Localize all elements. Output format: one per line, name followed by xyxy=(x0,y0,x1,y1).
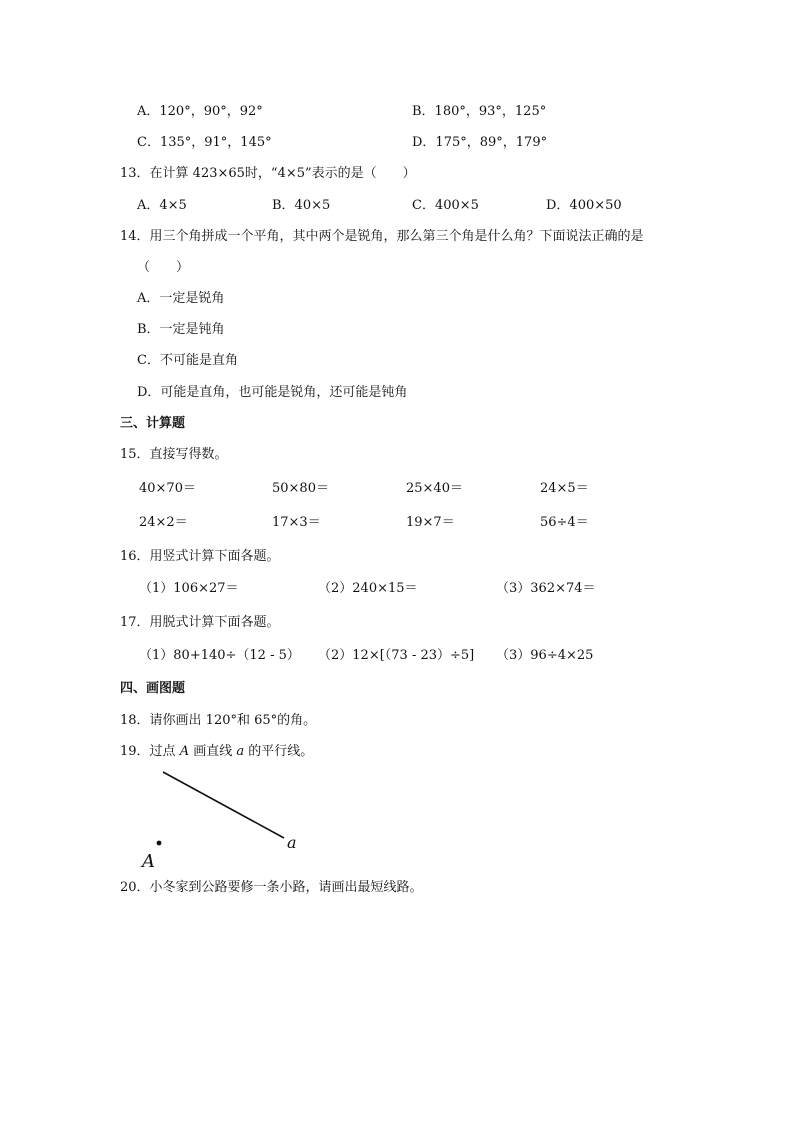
q14-stem: 14．用三个角拼成一个平角，其中两个是锐角，那么第三个角是什么角？下面说法正确的是 xyxy=(120,229,644,244)
q15-item: 24×2＝ xyxy=(139,515,188,530)
q15-item: 50×80＝ xyxy=(272,481,329,496)
section-heading-calculation: 三、计算题 xyxy=(120,416,186,431)
q13-option-d: D．400×50 xyxy=(546,198,622,213)
line-a xyxy=(163,772,284,838)
q17-item: （1）80+140÷（12 - 5） xyxy=(139,648,300,663)
line-a-label: a xyxy=(287,833,297,852)
q19-text-pre: 19．过点 xyxy=(120,744,176,759)
q15-item: 56÷4＝ xyxy=(540,515,589,530)
q15-item: 17×3＝ xyxy=(272,515,321,530)
q14-option-c: C．不可能是直角 xyxy=(137,353,238,368)
q17-item: （2）12×[（73 - 23）÷5] xyxy=(318,648,475,663)
q15-item: 19×7＝ xyxy=(406,515,455,530)
q12-option-c: C．135°，91°，145° xyxy=(137,135,272,150)
q12-option-b: B．180°，93°，125° xyxy=(412,104,547,119)
q15-stem: 15．直接写得数。 xyxy=(120,447,228,462)
q16-stem: 16．用竖式计算下面各题。 xyxy=(120,549,280,564)
q15-item: 25×40＝ xyxy=(406,481,463,496)
q15-item: 24×5＝ xyxy=(540,481,589,496)
q12-option-a: A．120°，90°，92° xyxy=(137,104,263,119)
q15-item: 40×70＝ xyxy=(139,481,196,496)
q17-item: （3）96÷4×25 xyxy=(496,648,594,663)
q18-stem: 18．请你画出 120°和 65°的角。 xyxy=(120,713,317,728)
q20-stem: 20．小冬家到公路要修一条小路，请画出最短线路。 xyxy=(120,880,423,895)
q14-option-d: D．可能是直角，也可能是锐角，还可能是钝角 xyxy=(137,385,408,400)
q19-text-mid: 画直线 xyxy=(193,744,233,759)
q16-item: （3）362×74＝ xyxy=(496,581,596,596)
q17-stem: 17．用脱式计算下面各题。 xyxy=(120,615,280,630)
q19-point-a-ref: A xyxy=(179,744,190,759)
q16-item: （2）240×15＝ xyxy=(318,581,418,596)
q14-option-b: B．一定是钝角 xyxy=(137,322,225,337)
q13-stem: 13．在计算 423×65时，“4×5”表示的是（ ） xyxy=(120,166,416,181)
q19-line-a-ref: a xyxy=(236,744,245,759)
q19-text-post: 的平行线。 xyxy=(248,744,314,759)
q14-paren: （ ） xyxy=(137,260,190,275)
point-a xyxy=(157,841,162,846)
point-a-label: A xyxy=(142,851,155,872)
section-heading-drawing: 四、画图题 xyxy=(120,681,186,696)
q13-option-b: B．40×5 xyxy=(272,198,331,213)
q16-item: （1）106×27＝ xyxy=(139,581,239,596)
q14-option-a: A．一定是锐角 xyxy=(137,291,225,306)
q13-option-c: C．400×5 xyxy=(412,198,479,213)
q12-option-d: D．175°，89°，179° xyxy=(412,135,548,150)
q13-option-a: A．4×5 xyxy=(137,198,187,213)
